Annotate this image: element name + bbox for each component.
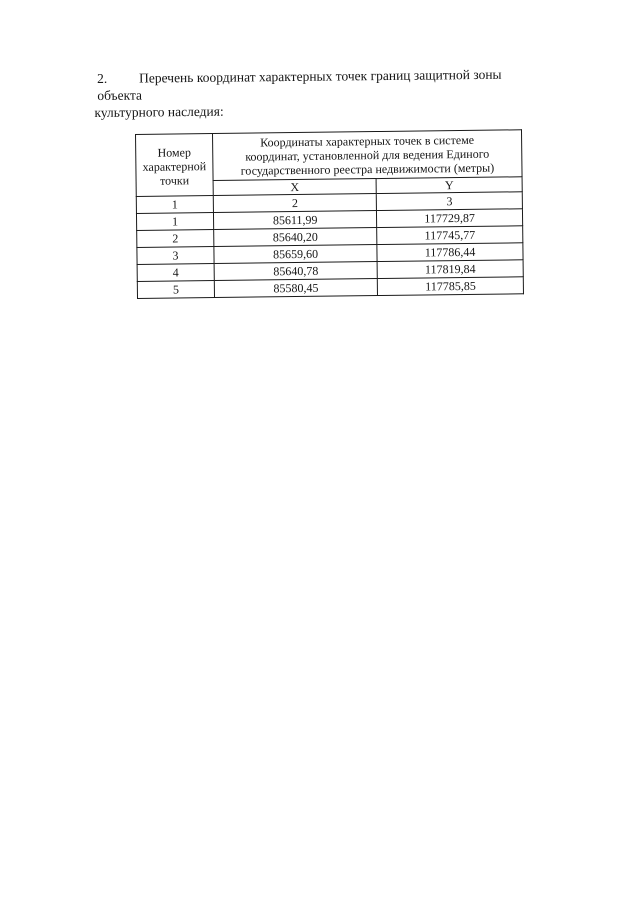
y-coordinate: 117745,77 (377, 226, 523, 245)
header-coordinates (213, 130, 523, 181)
header-coords-line: координат, установленной для ведения Единого (245, 146, 490, 164)
table-header-row (136, 130, 523, 182)
header-point-line: точки (159, 172, 190, 188)
point-number: 2 (137, 230, 214, 248)
y-coordinate: 117786,44 (377, 243, 523, 262)
x-coordinate: 85611,99 (213, 211, 376, 230)
y-coordinate: 117729,87 (377, 209, 523, 228)
header-coords-line: государственного реестра недвижимости (метры) (240, 160, 495, 178)
point-number: 3 (137, 247, 214, 265)
column-number-2: 2 (213, 194, 376, 213)
section-heading (94, 65, 548, 121)
section-number: 2. (97, 70, 108, 86)
table-row (137, 277, 523, 299)
header-y: Y (376, 177, 522, 194)
x-coordinate: 85659,60 (214, 245, 377, 264)
point-number: 5 (137, 281, 214, 299)
section-title-line-1: Перечень координат характерных точек границ защитной зоны объекта (97, 66, 502, 103)
coordinates-table (135, 129, 524, 299)
header-x: X (213, 179, 376, 196)
column-number-1: 1 (136, 196, 213, 214)
column-number-3: 3 (376, 192, 522, 211)
x-coordinate: 85640,20 (214, 228, 377, 247)
x-coordinate: 85640,78 (214, 262, 377, 281)
header-point-number (136, 134, 214, 197)
y-coordinate: 117819,84 (377, 260, 523, 279)
point-number: 4 (137, 264, 214, 282)
header-point-line: Номер (157, 144, 191, 160)
section-title-line-2: культурного наследия: (94, 103, 224, 121)
y-coordinate: 117785,85 (378, 277, 524, 296)
header-point-line: характерной (142, 158, 207, 174)
point-number: 1 (136, 213, 213, 231)
x-coordinate: 85580,45 (214, 279, 377, 298)
header-coords-line: Координаты характерных точек в системе (260, 132, 475, 150)
